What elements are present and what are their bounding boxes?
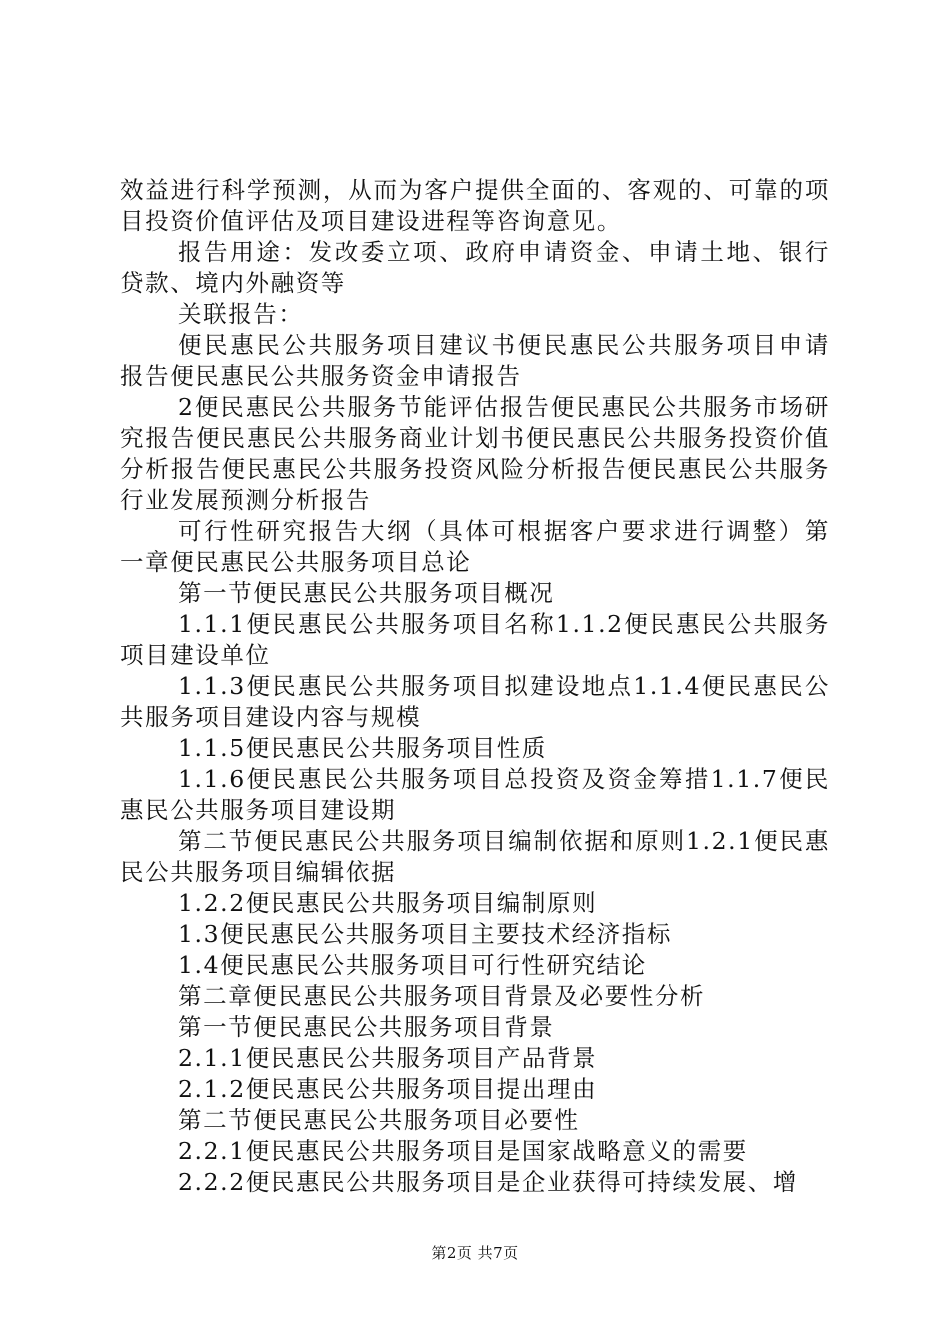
paragraph: 2.2.2便民惠民公共服务项目是企业获得可持续发展、增 xyxy=(178,1168,798,1196)
paragraph: 1.3便民惠民公共服务项目主要技术经济指标 xyxy=(178,920,672,948)
paragraph: 便民惠民公共服务项目建议书便民惠民公共服务项目申请报告便民惠民公共服务资金申请报告 xyxy=(120,331,830,390)
paragraph: 第二节便民惠民公共服务项目必要性 xyxy=(178,1106,580,1134)
paragraph: 第二章便民惠民公共服务项目背景及必要性分析 xyxy=(178,982,706,1010)
paragraph: 报告用途：发改委立项、政府申请资金、申请土地、银行贷款、境内外融资等 xyxy=(120,238,830,297)
paragraph: 2便民惠民公共服务节能评估报告便民惠民公共服务市场研究报告便民惠民公共服务商业计划书便民惠民公共服务投资价值分析报告便民惠民公共服务投资风险分析报告便民惠民公共服务行业发展预测分析报告 xyxy=(120,393,830,514)
page-footer: 第2页 共7页 xyxy=(431,1244,519,1262)
paragraph: 第一节便民惠民公共服务项目概况 xyxy=(178,579,555,607)
paragraph: 可行性研究报告大纲（具体可根据客户要求进行调整）第一章便民惠民公共服务项目总论 xyxy=(120,517,830,576)
paragraph: 1.1.1便民惠民公共服务项目名称1.1.2便民惠民公共服务项目建设单位 xyxy=(120,610,830,669)
paragraph: 2.1.1便民惠民公共服务项目产品背景 xyxy=(178,1044,598,1072)
paragraph: 1.2.2便民惠民公共服务项目编制原则 xyxy=(178,889,598,917)
paragraph: 1.4便民惠民公共服务项目可行性研究结论 xyxy=(178,951,647,979)
paragraph: 1.1.6便民惠民公共服务项目总投资及资金筹措1.1.7便民惠民公共服务项目建设期 xyxy=(120,765,830,824)
paragraph: 1.1.3便民惠民公共服务项目拟建设地点1.1.4便民惠民公共服务项目建设内容与规模 xyxy=(120,672,830,731)
paragraph: 效益进行科学预测，从而为客户提供全面的、客观的、可靠的项目投资价值评估及项目建设进程等咨询意见。 xyxy=(120,176,830,235)
paragraph: 第一节便民惠民公共服务项目背景 xyxy=(178,1013,555,1041)
paragraph: 2.2.1便民惠民公共服务项目是国家战略意义的需要 xyxy=(178,1137,748,1165)
body-text xyxy=(120,175,830,1198)
paragraph: 关联报告： xyxy=(178,300,304,328)
paragraph: 1.1.5便民惠民公共服务项目性质 xyxy=(178,734,547,762)
paragraph: 第二节便民惠民公共服务项目编制依据和原则1.2.1便民惠民公共服务项目编辑依据 xyxy=(120,827,830,886)
paragraph: 2.1.2便民惠民公共服务项目提出理由 xyxy=(178,1075,598,1103)
